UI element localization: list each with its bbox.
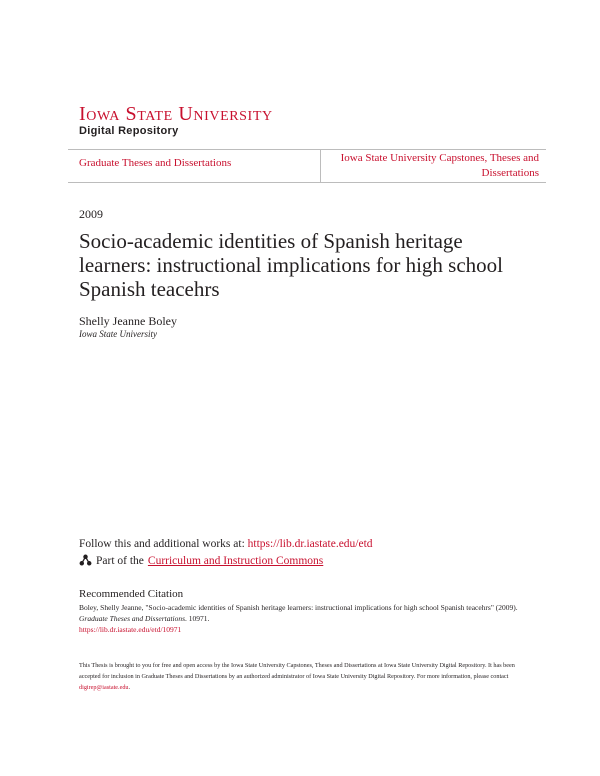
contact-email-link[interactable]: digirep@iastate.edu [79,684,129,691]
follow-link[interactable]: https://lib.dr.iastate.edu/etd [247,538,373,550]
network-icon [79,554,92,567]
header-top-rule [68,149,546,150]
footer-end: . [128,684,131,691]
citation-block [79,602,519,635]
follow-prefix: Follow this and additional works at: [79,538,245,550]
part-of-line [79,554,323,567]
author-affiliation: Iowa State University [79,329,157,339]
university-logo [79,104,273,124]
logo-subtitle: Digital Repository [79,125,179,137]
citation-journal: Graduate Theses and Dissertations [79,614,186,623]
citation-number: . 10971. [185,614,210,623]
footer-notice [79,660,529,693]
follow-line [79,538,373,550]
collection-link-capstones[interactable]: Iowa State University Capstones, Theses and Dissertations [340,152,539,179]
author-name: Shelly Jeanne Boley [79,314,177,328]
curriculum-commons-link[interactable]: Curriculum and Instruction Commons [147,554,324,567]
footer-text: This Thesis is brought to you for free and open access by the Iowa State University Capstones, Theses and Dissertations at Iowa State University Digital Repository. It has been accepted for inclusion in Graduate Theses and Dissertations by an authorized administrator of Iowa State University Digital Repository. For more information, please contact [79,662,515,680]
header-divider [320,149,321,182]
document-title: Socio-academic identities of Spanish heritage learners: instructional implications for high school Spanish teacehrs [79,229,503,301]
header-bottom-rule [68,182,546,183]
logo-title-text: Iowa State University [79,103,273,125]
collection-link-graduate-theses[interactable]: Graduate Theses and Dissertations [79,157,232,169]
publication-year: 2009 [79,207,103,221]
citation-heading: Recommended Citation [79,588,184,600]
citation-text: Boley, Shelly Jeanne, "Socio-academic identities of Spanish heritage learners: instructional implications for high school Spanish teacehrs" (2009). [79,603,518,612]
part-of-prefix: Part of the [96,554,144,567]
citation-link[interactable]: https://lib.dr.iastate.edu/etd/10971 [79,625,182,634]
